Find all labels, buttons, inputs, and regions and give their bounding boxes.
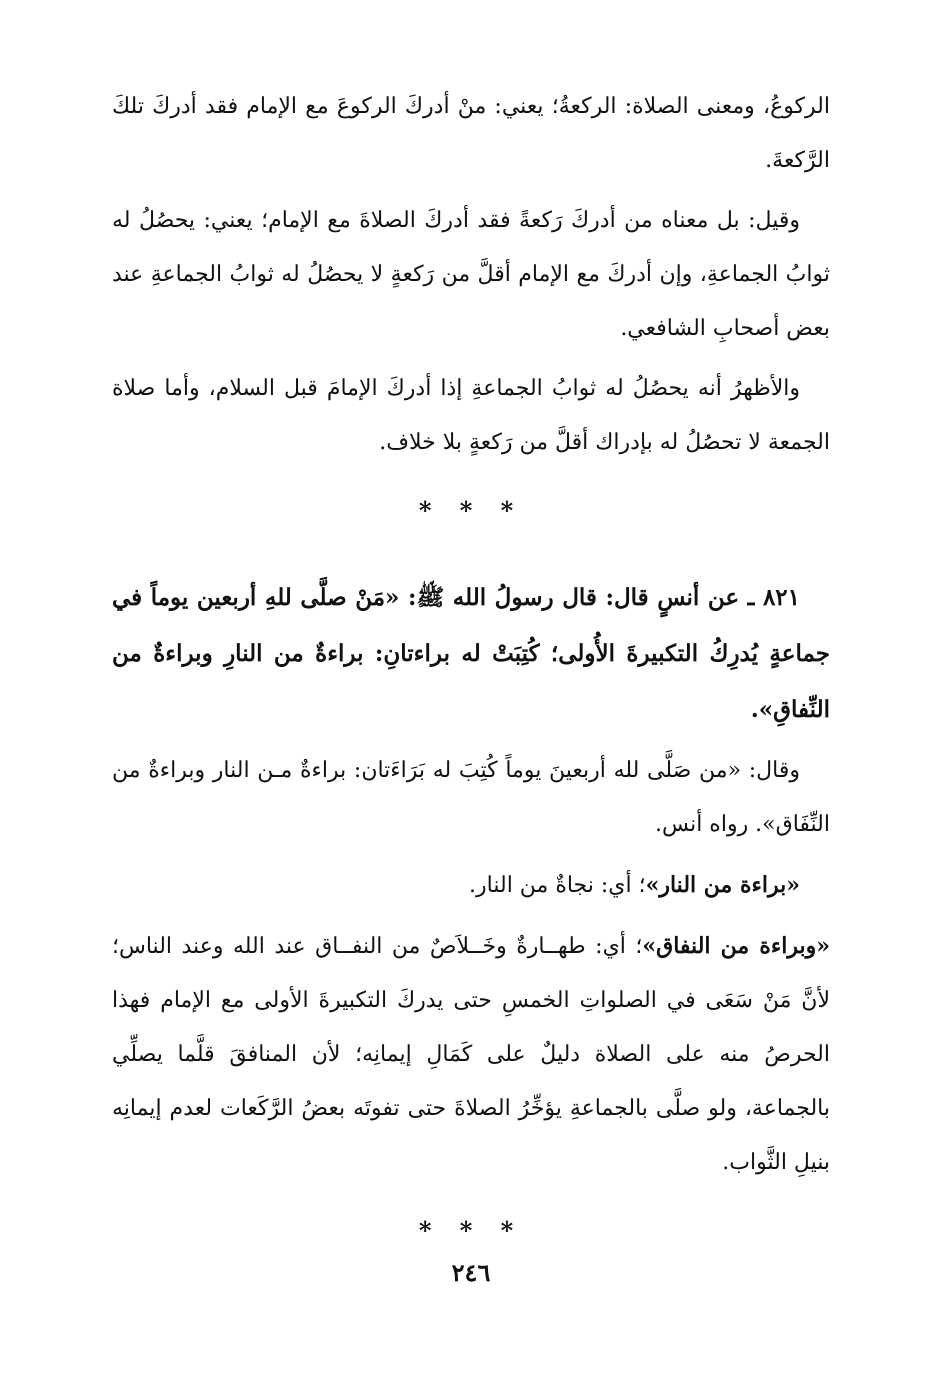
commentary-narration-text: وقال: «من صَلَّى لله أربعينَ يوماً كُتِبَ له بَرَاءَتان: براءةٌ مـن النار وبراءةٌ من النِّفَاق». رواه أنس.	[112, 758, 830, 837]
commentary-hypocrisy-text: ؛ أي: طهــارةٌ وخَــلاَصٌ من النفــاق عند الله وعند الناس؛ لأنَّ مَنْ سَعَى في الصلواتِ الخمسِ حتى يدركَ التكبيرةَ الأولى مع الإمام فهذا الحرصُ منه على الصلاة دليلٌ على كَمَالِ إيمانِه؛ لأن المنافقَ قلَّما يصلِّي بالجماعة، ولو صلَّى بالجماعةِ يؤخِّرُ الصلاةَ حتى تفوتَه بعضُ الرَّكَعات لعدم إيمانِه بنيلِ الثَّواب.	[112, 934, 830, 1175]
paragraph-ruku-meaning: الركوعُ، ومعنى الصلاة: الركعةُ؛ يعني: منْ أدركَ الركوعَ مع الإمام فقد أدركَ تلكَ الرَّكعةَ.	[112, 94, 830, 173]
hadith-821	[112, 570, 830, 738]
term-fire: «براءة من النار»	[645, 872, 800, 898]
commentary-hypocrisy	[112, 919, 830, 1190]
section-separator-bottom: * * *	[418, 1216, 524, 1245]
commentary-fire-text: ؛ أي: نجاةٌ من النار.	[469, 873, 646, 898]
hadith-821-text: ٨٢١ ـ عن أنسٍ قال: قال رسولُ الله ﷺ: «مَنْ صلَّى للهِ أربعين يوماً في جماعةٍ يُدرِكُ التكبيرةَ الأُولى؛ كُتِبَتْ له براءتانِ: براءةٌ من النارِ وبراءةٌ من النِّفاقِ».	[112, 584, 830, 723]
term-hypocrisy: «وبراءة من النفاق»	[642, 933, 830, 959]
page-number: ٢٤٦	[451, 1258, 491, 1287]
paragraph-other-opinion	[112, 194, 830, 356]
paragraph-most-apparent-text: والأظهرُ أنه يحصُلُ له ثوابُ الجماعةِ إذا أدركَ الإمامَ قبل السلام، وأما صلاة الجمعة لا تحصُلُ له بإدراك أقلَّ من رَكعةٍ بلا خلاف.	[112, 376, 830, 455]
commentary-narration	[112, 744, 830, 852]
section-separator: * * *	[418, 496, 524, 525]
paragraph-most-apparent	[112, 362, 830, 470]
page-content	[112, 80, 830, 1290]
paragraph-other-opinion-text: وقيل: بل معناه من أدركَ رَكعةً فقد أدركَ الصلاةَ مع الإمام؛ يعني: يحصُلُ له ثوابُ الجماعةِ، وإن أدركَ مع الإمام أقلَّ من رَكعةٍ لا يحصُلُ له ثوابُ الجماعةِ عند بعض أصحابِ الشافعي.	[112, 208, 830, 341]
commentary-fire	[112, 858, 830, 913]
